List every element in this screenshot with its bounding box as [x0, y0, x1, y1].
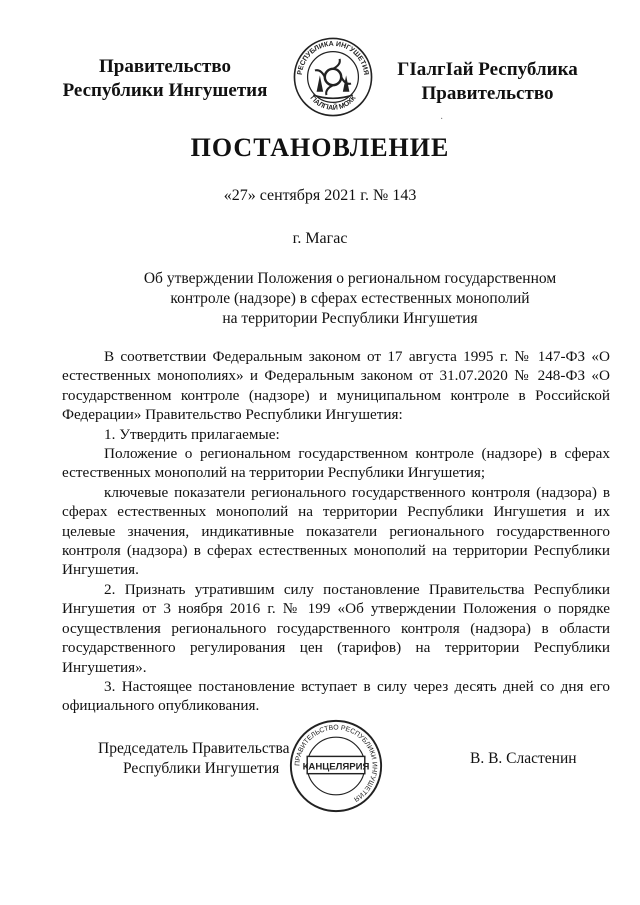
header-left-line1: Правительство: [99, 56, 231, 77]
stamp-ring-text: ПРАВИТЕЛЬСТВО РЕСПУБЛИКИ ИНГУШЕТИЯ: [294, 724, 378, 803]
document-body: [62, 347, 610, 716]
document-subject: [100, 269, 600, 329]
emblem-top-text: РЕСПУБЛИКА ИНГУШЕТИЯ: [296, 40, 370, 76]
body-paragraph-item1: 1. Утвердить прилагаемые:: [104, 425, 280, 443]
scan-speck: ·: [440, 114, 444, 125]
subject-line2: контроле (надзоре) в сферах естественных монополий: [170, 290, 530, 307]
body-paragraph-item3: 3. Настоящее постановление вступает в силу через десять дней со дня его официального опубликования.: [62, 677, 610, 715]
stamp-center-text: КАНЦЕЛЯРИЯ: [302, 761, 370, 773]
signatory-position-line1: Председатель Правительства: [98, 740, 290, 757]
coat-of-arms-emblem: [292, 36, 374, 118]
svg-text:РЕСПУБЛИКА ИНГУШЕТИЯ: [297, 41, 369, 76]
document-title: ПОСТАНОВЛЕНИЕ: [190, 133, 450, 162]
office-stamp: [288, 718, 384, 814]
subject-line3: на территории Республики Ингушетия: [222, 310, 478, 327]
header-right-line1: ГIалгIай Республика: [397, 59, 578, 80]
body-paragraph-item1-indicators: ключевые показатели регионального государственного контроля (надзора) в сферах естественных монополий на территории Республики Ингушетия и их целевые значения, индикативные показатели регионального государственного контроля (надзора) в сферах естественных монополий на территории Республики Ингушетия.: [62, 483, 610, 579]
government-name-russian: [50, 55, 280, 103]
government-name-ingush: [375, 58, 600, 106]
body-paragraph-preamble: В соответствии Федеральным законом от 17 августа 1995 г. № 147-ФЗ «О естественных монополиях» и Федеральным законом от 31.07.2020 № 248-ФЗ «О государственном контроле (надзоре) и муниципальном контроле в Российской Федерации» Правительство Республики Ингушетия:: [62, 348, 610, 424]
signatory-position-line2: Республики Ингушетия: [123, 760, 280, 777]
body-paragraph-item1-regulation: Положение о региональном государственном контроле (надзоре) в сферах естественных монополий на территории Республики Ингушетия;: [62, 445, 610, 482]
emblem-bottom-text: ГIАЛГIАЙ МОХК: [308, 94, 358, 112]
signatory-name: В. В. Сластенин: [470, 750, 577, 767]
document-date-number: «27» сентября 2021 г. № 143: [223, 187, 417, 204]
signatory-position: [98, 739, 298, 779]
header-left-line2: Республики Ингушетия: [62, 80, 268, 101]
body-paragraph-item2: 2. Признать утратившим силу постановление Правительства Республики Ингушетия от 3 ноября 2016 г. № 199 «Об утверждении Положения о порядке осуществления регионального государственного контроля (надзора) в области государственного регулирования цен (тарифов) на территории Республики Ингушетия».: [62, 580, 610, 676]
header-right-line2: Правительство: [421, 83, 554, 104]
subject-line1: Об утверждении Положения о региональном государственном: [143, 270, 557, 287]
document-city: г. Магас: [292, 230, 348, 247]
